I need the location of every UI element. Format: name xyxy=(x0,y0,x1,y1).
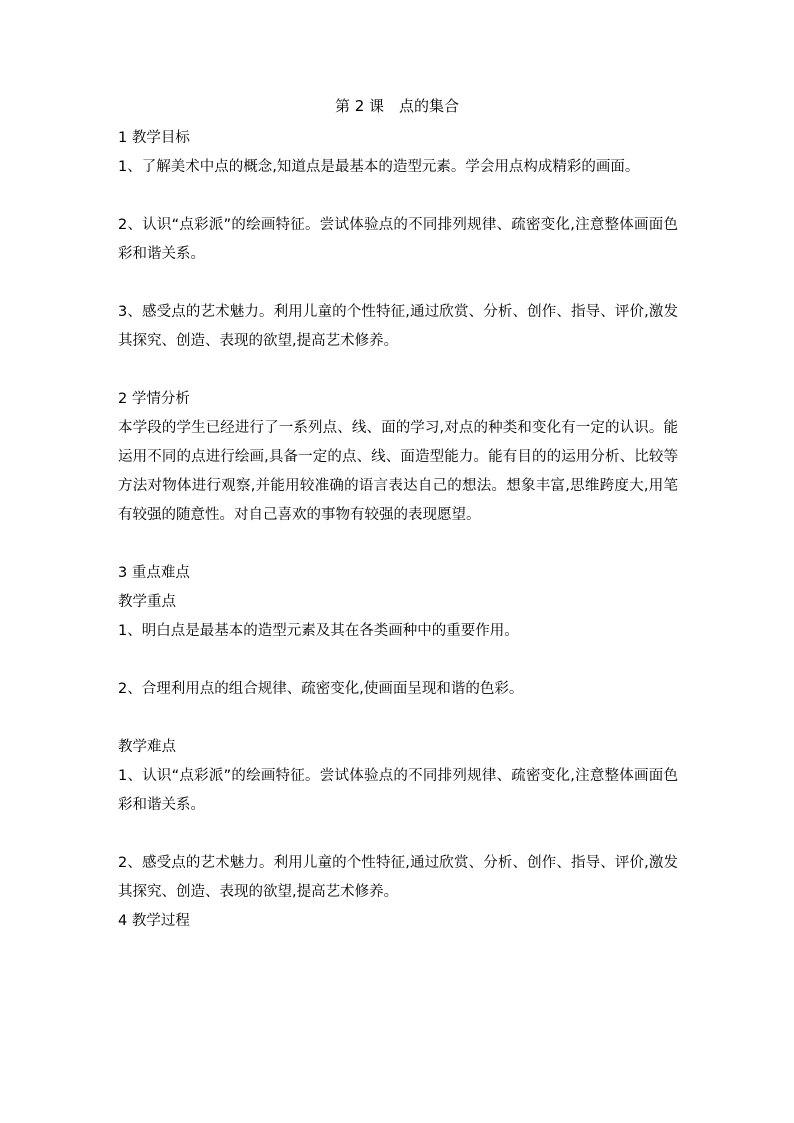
section-heading-process: 4 教学过程 xyxy=(118,913,190,929)
paragraph-gap xyxy=(118,356,678,385)
paragraph-gap xyxy=(118,269,678,298)
section-heading-objectives: 1 教学目标 xyxy=(118,130,190,146)
difficulty-item-2: 2、感受点的艺术魅力。利用儿童的个性特征,通过欣赏、分析、创作、指导、评价,激发其探究、创造、表现的欲望,提高艺术修养。 xyxy=(118,855,678,900)
paragraph-gap xyxy=(118,646,678,675)
subheading-difficulty: 教学难点 xyxy=(118,739,176,755)
analysis-paragraph: 本学段的学生已经进行了一系列点、线、面的学习,对点的种类和变化有一定的认识。能运用不同的点进行绘画,具备一定的点、线、面造型能力。能有目的的运用分析、比较等方法对物体进行观察,并能用较准确的语言表达自己的想法。想象丰富,思维跨度大,用笔有较强的随意性。对自己喜欢的事物有较强的表现愿望。 xyxy=(118,420,678,523)
objective-item-2: 2、认识“点彩派”的绘画特征。尝试体验点的不同排列规律、疏密变化,注意整体画面色彩和谐关系。 xyxy=(118,217,678,262)
objective-item-3: 3、感受点的艺术魅力。利用儿童的个性特征,通过欣赏、分析、创作、指导、评价,激发其探究、创造、表现的欲望,提高艺术修养。 xyxy=(118,304,678,349)
focus-item-2: 2、合理利用点的组合规律、疏密变化,使画面呈现和谐的色彩。 xyxy=(118,681,524,697)
subheading-focus: 教学重点 xyxy=(118,594,176,610)
paragraph-gap xyxy=(118,704,678,733)
section-heading-analysis: 2 学情分析 xyxy=(118,391,190,407)
page-title: 第 2 课 点的集合 xyxy=(334,97,460,115)
section-heading-key-points: 3 重点难点 xyxy=(118,565,190,581)
document-body xyxy=(118,124,678,936)
difficulty-item-1: 1、认识“点彩派”的绘画特征。尝试体验点的不同排列规律、疏密变化,注意整体画面色彩和谐关系。 xyxy=(118,768,678,813)
focus-item-1: 1、明白点是最基本的造型元素及其在各类画种中的重要作用。 xyxy=(118,623,519,639)
paragraph-gap xyxy=(118,182,678,211)
paragraph-gap xyxy=(118,530,678,559)
paragraph-gap xyxy=(118,820,678,849)
objective-item-1: 1、了解美术中点的概念,知道点是最基本的造型元素。学会用点构成精彩的画面。 xyxy=(118,159,640,175)
